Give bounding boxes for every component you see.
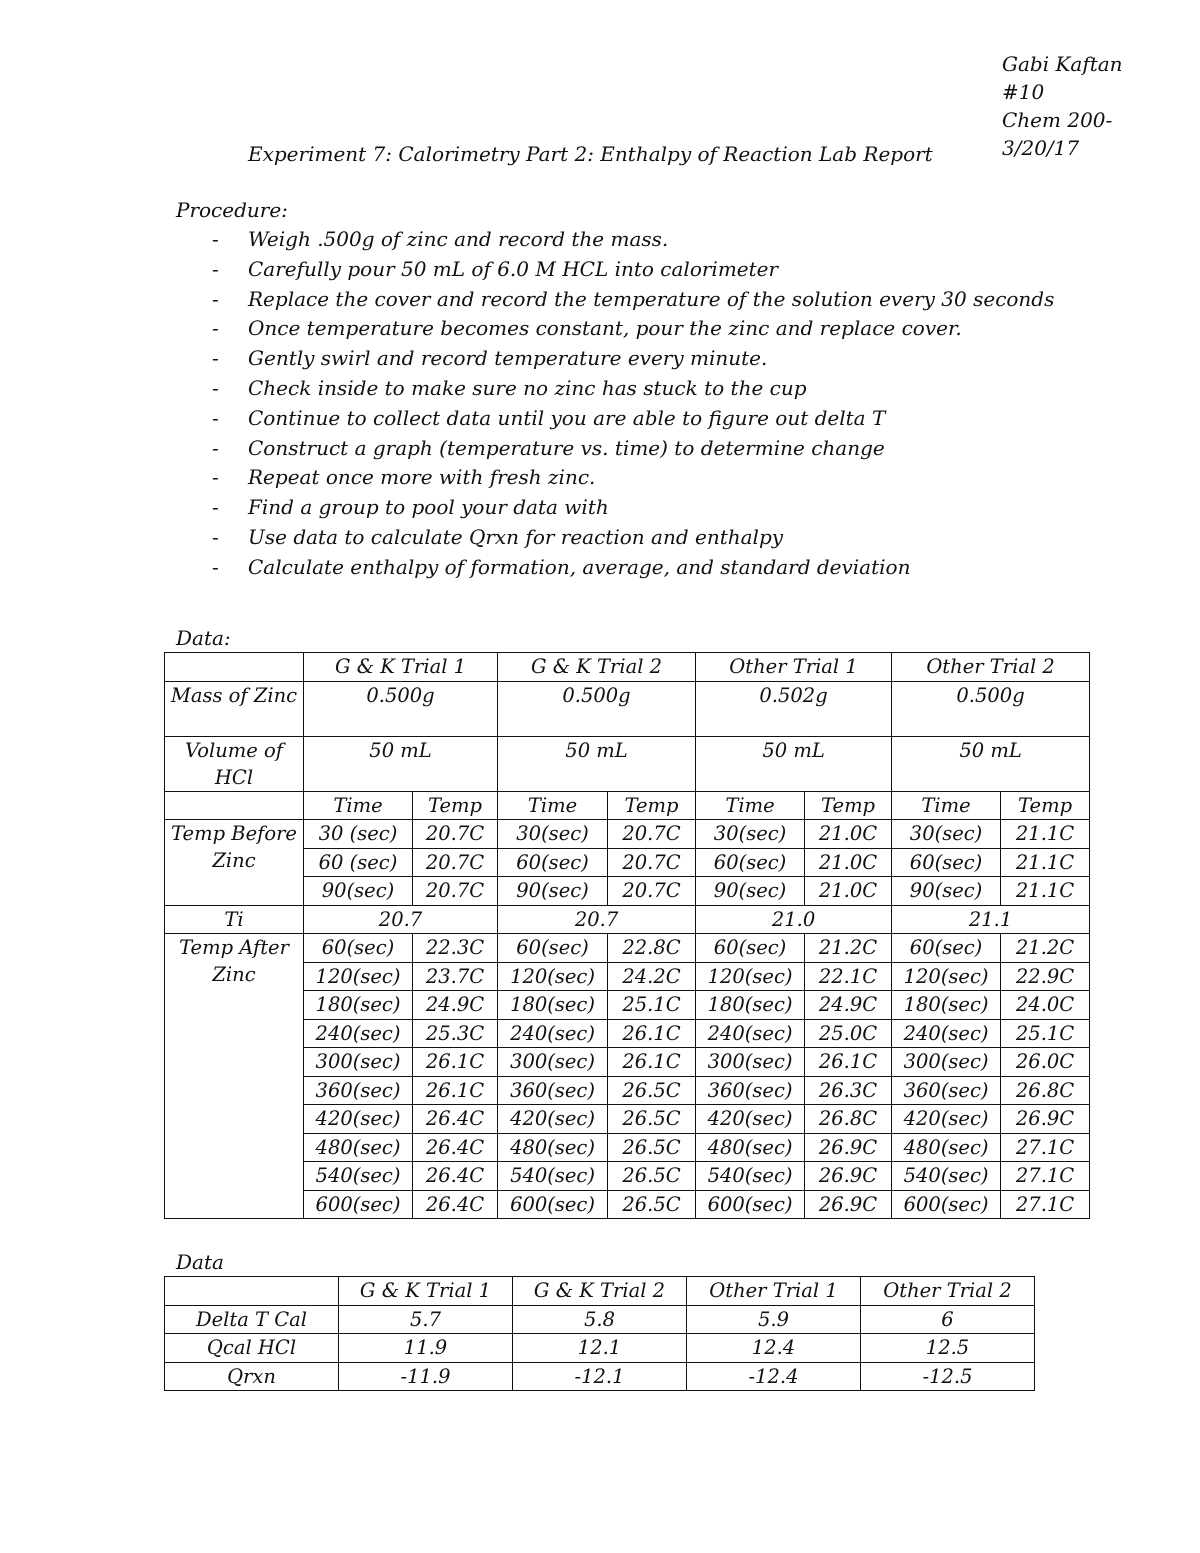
table-row (165, 934, 1090, 963)
temp-cell: 26.1C (413, 1076, 498, 1105)
procedure-step-text: Carefully pour 50 mL of 6.0 M HCL into calorimeter (248, 256, 779, 281)
summary-value: 5.9 (687, 1305, 861, 1334)
procedure-step-text: Find a group to pool your data with (248, 495, 609, 520)
temp-cell: 22.3C (413, 934, 498, 963)
trial-header: Other Trial 1 (687, 1277, 861, 1306)
list-dash: - (212, 375, 219, 400)
list-dash: - (212, 346, 219, 371)
temp-cell: 26.8C (1001, 1076, 1090, 1105)
time-cell: 600(sec) (304, 1190, 413, 1219)
time-cell: 30 (sec) (304, 820, 413, 849)
temp-cell: 26.1C (608, 1019, 696, 1048)
table-row (165, 877, 1090, 906)
temp-cell: 26.4C (413, 1105, 498, 1134)
list-dash: - (212, 495, 219, 520)
volume-value: 50 mL (696, 736, 892, 791)
time-cell: 420(sec) (892, 1105, 1001, 1134)
list-dash: - (212, 524, 219, 549)
author-name: Gabi Kaftan (1002, 52, 1123, 76)
temp-cell: 26.1C (413, 1048, 498, 1077)
time-cell: 300(sec) (304, 1048, 413, 1077)
time-cell: 60(sec) (498, 848, 608, 877)
page-title: Experiment 7: Calorimetry Part 2: Enthalpy of Reaction Lab Report (248, 142, 933, 166)
procedure-step (212, 374, 1054, 404)
trial-header: Other Trial 2 (861, 1277, 1035, 1306)
temp-cell: 23.7C (413, 962, 498, 991)
temp-cell: 25.3C (413, 1019, 498, 1048)
volume-value: 50 mL (304, 736, 498, 791)
table-row (165, 991, 1090, 1020)
mass-value: 0.500g (498, 681, 696, 736)
time-header: Time (304, 791, 413, 820)
time-header: Time (696, 791, 805, 820)
time-cell: 120(sec) (892, 962, 1001, 991)
procedure-step-text: Continue to collect data until you are able to figure out delta T (248, 405, 886, 430)
summary-data-table (164, 1276, 1035, 1391)
time-cell: 60 (sec) (304, 848, 413, 877)
volume-value: 50 mL (498, 736, 696, 791)
time-cell: 300(sec) (498, 1048, 608, 1077)
row-label-mass: Mass of Zinc (165, 681, 304, 736)
time-cell: 360(sec) (696, 1076, 805, 1105)
time-cell: 180(sec) (892, 991, 1001, 1020)
temp-cell: 21.1C (1001, 820, 1090, 849)
time-cell: 240(sec) (892, 1019, 1001, 1048)
procedure-step-text: Gently swirl and record temperature every minute. (248, 346, 768, 371)
row-label-ti: Ti (165, 905, 304, 934)
time-cell: 300(sec) (696, 1048, 805, 1077)
summary-value: 12.1 (513, 1334, 687, 1363)
volume-value: 50 mL (892, 736, 1090, 791)
procedure-step (212, 285, 1054, 315)
blank-label-cell (165, 791, 304, 820)
time-cell: 540(sec) (696, 1162, 805, 1191)
time-cell: 90(sec) (498, 877, 608, 906)
temp-cell: 26.9C (805, 1162, 892, 1191)
temp-cell: 26.9C (1001, 1105, 1090, 1134)
time-cell: 60(sec) (892, 848, 1001, 877)
corner-cell (165, 1277, 339, 1306)
temp-cell: 26.1C (805, 1048, 892, 1077)
table-row (165, 1076, 1090, 1105)
temp-cell: 26.4C (413, 1162, 498, 1191)
temp-cell: 26.4C (413, 1133, 498, 1162)
temp-cell: 26.5C (608, 1133, 696, 1162)
table-row (165, 1048, 1090, 1077)
procedure-step (212, 493, 1054, 523)
procedure-step-text: Construct a graph (temperature vs. time) to determine change (248, 435, 885, 460)
procedure-step-text: Repeat once more with fresh zinc. (248, 465, 596, 490)
summary-value: -11.9 (339, 1362, 513, 1391)
summary-value: -12.1 (513, 1362, 687, 1391)
procedure-step (212, 344, 1054, 374)
temp-cell: 26.9C (805, 1133, 892, 1162)
temp-cell: 22.8C (608, 934, 696, 963)
list-dash: - (212, 227, 219, 251)
ti-value: 21.1 (892, 905, 1090, 934)
temp-cell: 26.1C (608, 1048, 696, 1077)
time-cell: 180(sec) (304, 991, 413, 1020)
procedure-step (212, 225, 1054, 255)
temp-cell: 24.9C (805, 991, 892, 1020)
temp-cell: 26.5C (608, 1190, 696, 1219)
time-cell: 600(sec) (498, 1190, 608, 1219)
temp-cell: 20.7C (413, 820, 498, 849)
time-cell: 600(sec) (892, 1190, 1001, 1219)
summary-value: -12.5 (861, 1362, 1035, 1391)
temp-header: Temp (413, 791, 498, 820)
time-cell: 420(sec) (498, 1105, 608, 1134)
temp-cell: 20.7C (608, 820, 696, 849)
time-cell: 60(sec) (696, 934, 805, 963)
procedure-step (212, 404, 1054, 434)
time-cell: 90(sec) (892, 877, 1001, 906)
procedure-step (212, 463, 1054, 493)
time-cell: 120(sec) (696, 962, 805, 991)
time-cell: 420(sec) (696, 1105, 805, 1134)
trial-header: Other Trial 2 (892, 653, 1090, 682)
author-number: #10 (1002, 80, 1045, 104)
time-cell: 480(sec) (304, 1133, 413, 1162)
temp-cell: 22.9C (1001, 962, 1090, 991)
time-cell: 480(sec) (498, 1133, 608, 1162)
time-cell: 30(sec) (696, 820, 805, 849)
time-cell: 60(sec) (892, 934, 1001, 963)
list-dash: - (212, 405, 219, 430)
procedure-list (212, 225, 1054, 583)
time-header: Time (892, 791, 1001, 820)
temp-cell: 24.0C (1001, 991, 1090, 1020)
temp-cell: 27.1C (1001, 1190, 1090, 1219)
temp-cell: 26.9C (805, 1190, 892, 1219)
temp-header: Temp (805, 791, 892, 820)
summary-value: 5.8 (513, 1305, 687, 1334)
temp-cell: 25.0C (805, 1019, 892, 1048)
list-dash: - (212, 316, 219, 341)
time-cell: 180(sec) (696, 991, 805, 1020)
temp-cell: 26.5C (608, 1105, 696, 1134)
trial-header: G & K Trial 1 (339, 1277, 513, 1306)
temp-cell: 26.3C (805, 1076, 892, 1105)
data-heading-2: Data (176, 1250, 224, 1274)
trial-header: G & K Trial 2 (513, 1277, 687, 1306)
procedure-step-text: Use data to calculate Qrxn for reaction and enthalpy (248, 524, 784, 549)
temp-cell: 26.8C (805, 1105, 892, 1134)
list-dash: - (212, 256, 219, 281)
procedure-step (212, 523, 1054, 553)
mass-value: 0.500g (304, 681, 498, 736)
time-cell: 90(sec) (696, 877, 805, 906)
procedure-step-text: Once temperature becomes constant, pour the zinc and replace cover. (248, 316, 962, 341)
table-row (165, 1162, 1090, 1191)
table-row (165, 1190, 1090, 1219)
time-cell: 360(sec) (304, 1076, 413, 1105)
author-header (1002, 50, 1123, 162)
summary-value: 12.4 (687, 1334, 861, 1363)
temp-cell: 26.5C (608, 1076, 696, 1105)
time-cell: 540(sec) (304, 1162, 413, 1191)
procedure-heading: Procedure: (176, 198, 288, 222)
time-cell: 540(sec) (498, 1162, 608, 1191)
temp-cell: 24.9C (413, 991, 498, 1020)
time-cell: 60(sec) (696, 848, 805, 877)
procedure-step-text: Calculate enthalpy of formation, average, and standard deviation (248, 554, 911, 579)
summary-value: 5.7 (339, 1305, 513, 1334)
temp-cell: 21.2C (805, 934, 892, 963)
time-cell: 300(sec) (892, 1048, 1001, 1077)
table-row (165, 1105, 1090, 1134)
summary-value: 12.5 (861, 1334, 1035, 1363)
trial-header: G & K Trial 1 (304, 653, 498, 682)
procedure-step-text: Weigh .500g of zinc and record the mass. (248, 227, 669, 251)
temp-header: Temp (1001, 791, 1090, 820)
data-heading: Data: (176, 626, 231, 650)
time-temp-header-row (165, 791, 1090, 820)
row-label-before: Temp Before Zinc (165, 820, 304, 906)
ti-value: 21.0 (696, 905, 892, 934)
temp-cell: 21.0C (805, 877, 892, 906)
row-label-volume: Volume of HCl (165, 736, 304, 791)
mass-value: 0.502g (696, 681, 892, 736)
time-cell: 60(sec) (498, 934, 608, 963)
report-date: 3/20/17 (1002, 136, 1080, 160)
time-header: Time (498, 791, 608, 820)
course-name: Chem 200- (1002, 108, 1113, 132)
temp-cell: 21.0C (805, 848, 892, 877)
ti-row (165, 905, 1090, 934)
temp-cell: 22.1C (805, 962, 892, 991)
temp-cell: 26.5C (608, 1162, 696, 1191)
table-row (165, 820, 1090, 849)
time-cell: 30(sec) (498, 820, 608, 849)
temp-cell: 27.1C (1001, 1162, 1090, 1191)
temp-cell: 20.7C (608, 877, 696, 906)
summary-value: 6 (861, 1305, 1035, 1334)
temp-cell: 25.1C (608, 991, 696, 1020)
time-cell: 240(sec) (696, 1019, 805, 1048)
time-cell: 540(sec) (892, 1162, 1001, 1191)
temp-cell: 21.2C (1001, 934, 1090, 963)
time-cell: 360(sec) (498, 1076, 608, 1105)
mass-row (165, 681, 1090, 736)
mass-value: 0.500g (892, 681, 1090, 736)
procedure-step-text: Check inside to make sure no zinc has stuck to the cup (248, 375, 807, 400)
temp-cell: 21.0C (805, 820, 892, 849)
list-dash: - (212, 286, 219, 311)
time-cell: 90(sec) (304, 877, 413, 906)
time-cell: 60(sec) (304, 934, 413, 963)
ti-value: 20.7 (304, 905, 498, 934)
temperature-data-table (164, 652, 1090, 1219)
time-cell: 120(sec) (304, 962, 413, 991)
temp-cell: 26.0C (1001, 1048, 1090, 1077)
summary-row (165, 1334, 1035, 1363)
time-cell: 420(sec) (304, 1105, 413, 1134)
procedure-step (212, 255, 1054, 285)
table-row (165, 1019, 1090, 1048)
temp-cell: 25.1C (1001, 1019, 1090, 1048)
temp-cell: 24.2C (608, 962, 696, 991)
summary-row-label: Qrxn (165, 1362, 339, 1391)
table-row (165, 1133, 1090, 1162)
summary-value: 11.9 (339, 1334, 513, 1363)
procedure-step (212, 434, 1054, 464)
time-cell: 240(sec) (304, 1019, 413, 1048)
procedure-step (212, 314, 1054, 344)
time-cell: 600(sec) (696, 1190, 805, 1219)
time-cell: 480(sec) (892, 1133, 1001, 1162)
time-cell: 180(sec) (498, 991, 608, 1020)
time-cell: 480(sec) (696, 1133, 805, 1162)
summary-value: -12.4 (687, 1362, 861, 1391)
time-cell: 120(sec) (498, 962, 608, 991)
time-cell: 30(sec) (892, 820, 1001, 849)
volume-row (165, 736, 1090, 791)
temp-cell: 20.7C (413, 848, 498, 877)
table-header-row (165, 653, 1090, 682)
corner-cell (165, 653, 304, 682)
procedure-step (212, 553, 1054, 583)
list-dash: - (212, 554, 219, 579)
trial-header: G & K Trial 2 (498, 653, 696, 682)
row-label-after: Temp After Zinc (165, 934, 304, 1219)
trial-header: Other Trial 1 (696, 653, 892, 682)
temp-cell: 21.1C (1001, 848, 1090, 877)
summary-row-label: Qcal HCl (165, 1334, 339, 1363)
temp-header: Temp (608, 791, 696, 820)
summary-row-label: Delta T Cal (165, 1305, 339, 1334)
summary-row (165, 1305, 1035, 1334)
ti-value: 20.7 (498, 905, 696, 934)
procedure-step-text: Replace the cover and record the temperature of the solution every 30 seconds (248, 286, 1055, 311)
temp-cell: 20.7C (413, 877, 498, 906)
list-dash: - (212, 465, 219, 490)
list-dash: - (212, 435, 219, 460)
table-row (165, 848, 1090, 877)
time-cell: 240(sec) (498, 1019, 608, 1048)
time-cell: 360(sec) (892, 1076, 1001, 1105)
temp-cell: 21.1C (1001, 877, 1090, 906)
temp-cell: 20.7C (608, 848, 696, 877)
summary-header-row (165, 1277, 1035, 1306)
table-row (165, 962, 1090, 991)
summary-row (165, 1362, 1035, 1391)
temp-cell: 26.4C (413, 1190, 498, 1219)
temp-cell: 27.1C (1001, 1133, 1090, 1162)
